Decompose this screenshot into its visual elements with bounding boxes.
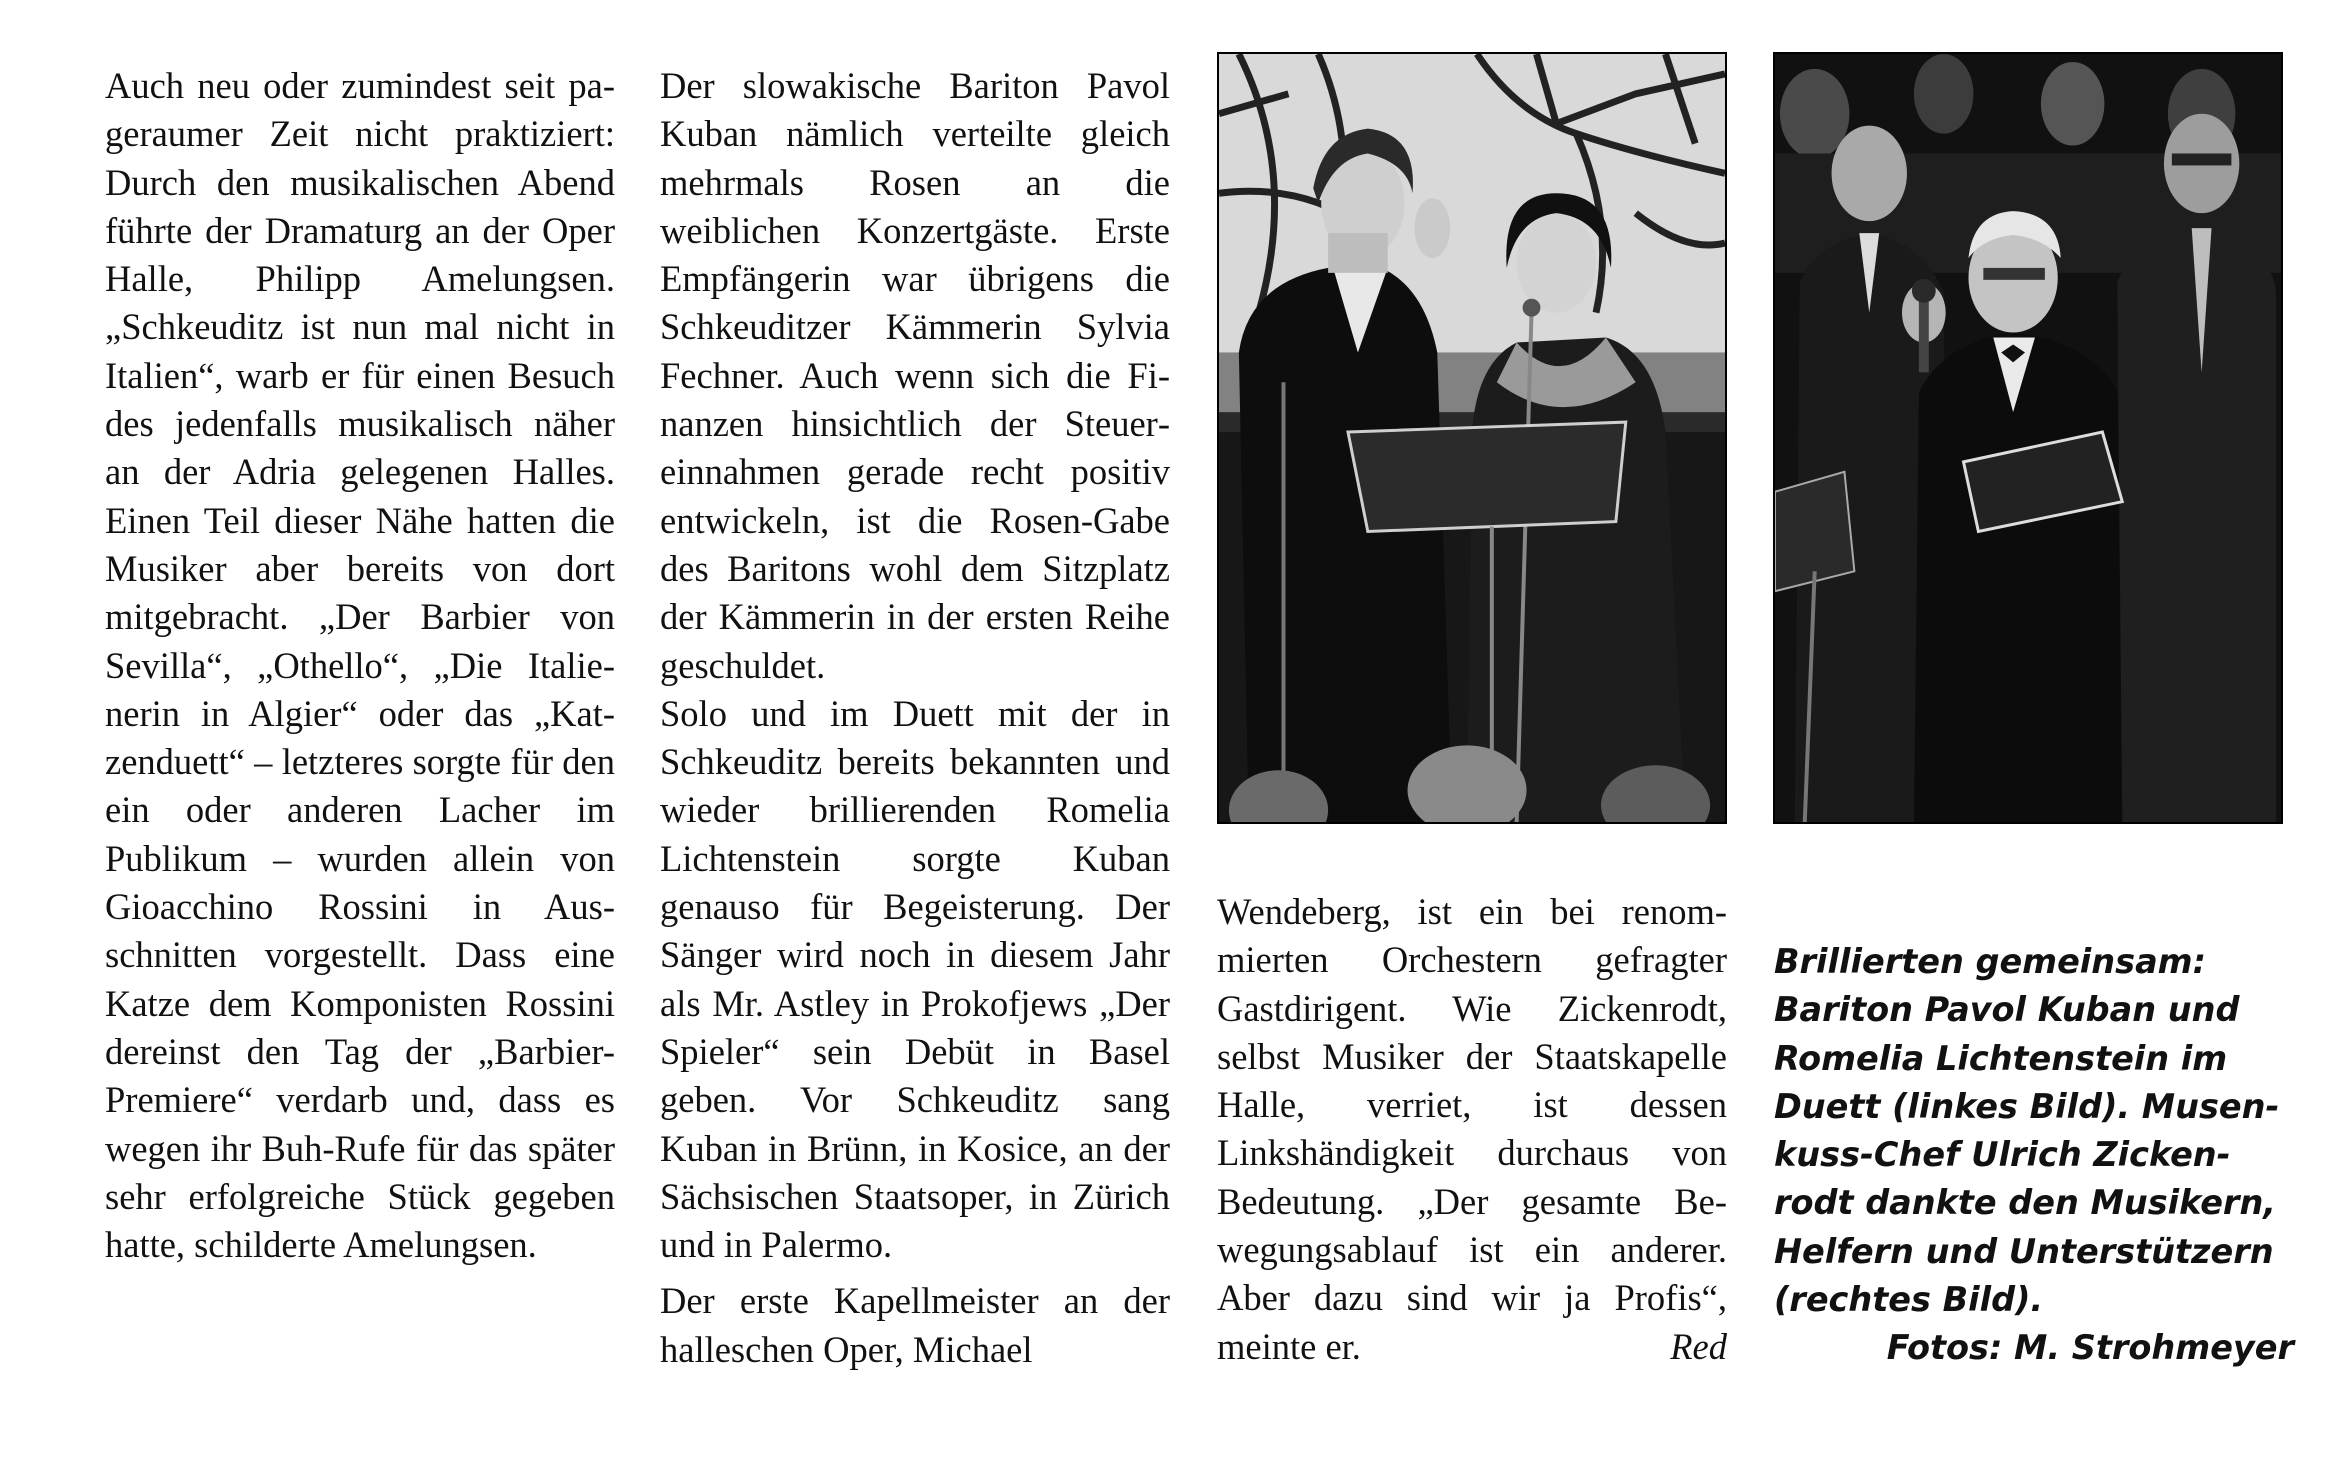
caption-text: Brillierten gemeinsam: Bariton Pavol Kuban und Romelia Lichtenstein im Duett (linkes Bild). Musenkuss-Chef Ulrich Zickenrodt dankte den Musikern, Helfern und Unterstützern (rechtes Bild).: [1774, 942, 2280, 1320]
duet-photo: [1217, 52, 1727, 824]
article-paragraph: Der erste Kapellmeister an der halleschen Oper, Michael: [660, 1280, 1170, 1370]
duet-photo-image: [1219, 54, 1725, 822]
article-paragraph: Solo und im Duett mit der in Schkeuditz bereits bekannten und wieder brillierenden Romelia Lichtenstein sorgte Kuban genauso für Begeisterung. Der Sänger wird noch in diesem Jahr als Mr. Astley in Prokofjews „Der Spieler“ sein Debüt in Basel geben. Vor Schkeuditz sang Kuban in Brünn, in Kosice, an der Sächsischen Staatsoper, in Zürich und in Palermo.: [660, 692, 1170, 1266]
article-column-1: [105, 62, 615, 1269]
thanks-photo: [1773, 52, 2283, 824]
author-signature: Red: [1670, 1325, 1727, 1367]
article-column-3: [1217, 888, 1727, 1371]
photo-credit: Fotos: M. Strohmeyer: [1886, 1328, 2294, 1368]
photo-caption: [1774, 938, 2294, 1373]
thanks-photo-image: [1775, 54, 2281, 822]
article-paragraph: [1217, 888, 1727, 1371]
article-paragraph: Der slowakische Bariton Pavol Kuban nämlich verteilte gleich mehrmals Rosen an die weiblichen Konzertgäste. Erste Empfängerin war übrigens die Schkeuditzer Kämmerin Sylvia Fechner. Auch wenn sich die Finanzen hinsichtlich der Steuereinnahmen gerade recht positiv entwickeln, ist die Rosen-Gabe des Baritons wohl dem Sitzplatz der Kämmerin in der ersten Reihe geschuldet.: [660, 65, 1170, 686]
article-column-2: [660, 62, 1170, 1374]
article-text: Wendeberg, ist ein bei renommierten Orchestern gefragter Gastdirigent. Wie Zickenrodt, selbst Musiker der Staatskapelle Halle, verriet, ist dessen Linkshändigkeit durchaus von Bedeutung. „Der gesamte Bewegungsablauf ist ein anderer. Aber dazu sind wir ja Profis“, meinte er.: [1217, 891, 1727, 1367]
article-paragraph: Auch neu oder zumindest seit pageraumer Zeit nicht praktiziert: Durch den musikalischen Abend führte der Dramaturg an der Oper Halle, Philipp Amelungsen. „Schkeuditz ist nun mal nicht in Italien“, warb er für einen Besuch des jedenfalls musikalisch näher an der Adria gelegenen Halles. Einen Teil dieser Nähe hatten die Musiker aber bereits von dort mitgebracht. „Der Barbier von Sevilla“, „Othello“, „Die Italienerin in Algier“ oder das „Katzenduett“ – letzteres sorgte für den ein oder anderen Lacher im Publikum – wurden allein von Gioacchino Rossini in Ausschnitten vorgestellt. Dass eine Katze dem Komponisten Rossini dereinst den Tag der „Barbier-Premiere“ verdarb und, dass es wegen ihr Buh-Rufe für das später sehr erfolgreiche Stück gegeben hatte, schilderte Amelungsen.: [105, 65, 615, 1266]
